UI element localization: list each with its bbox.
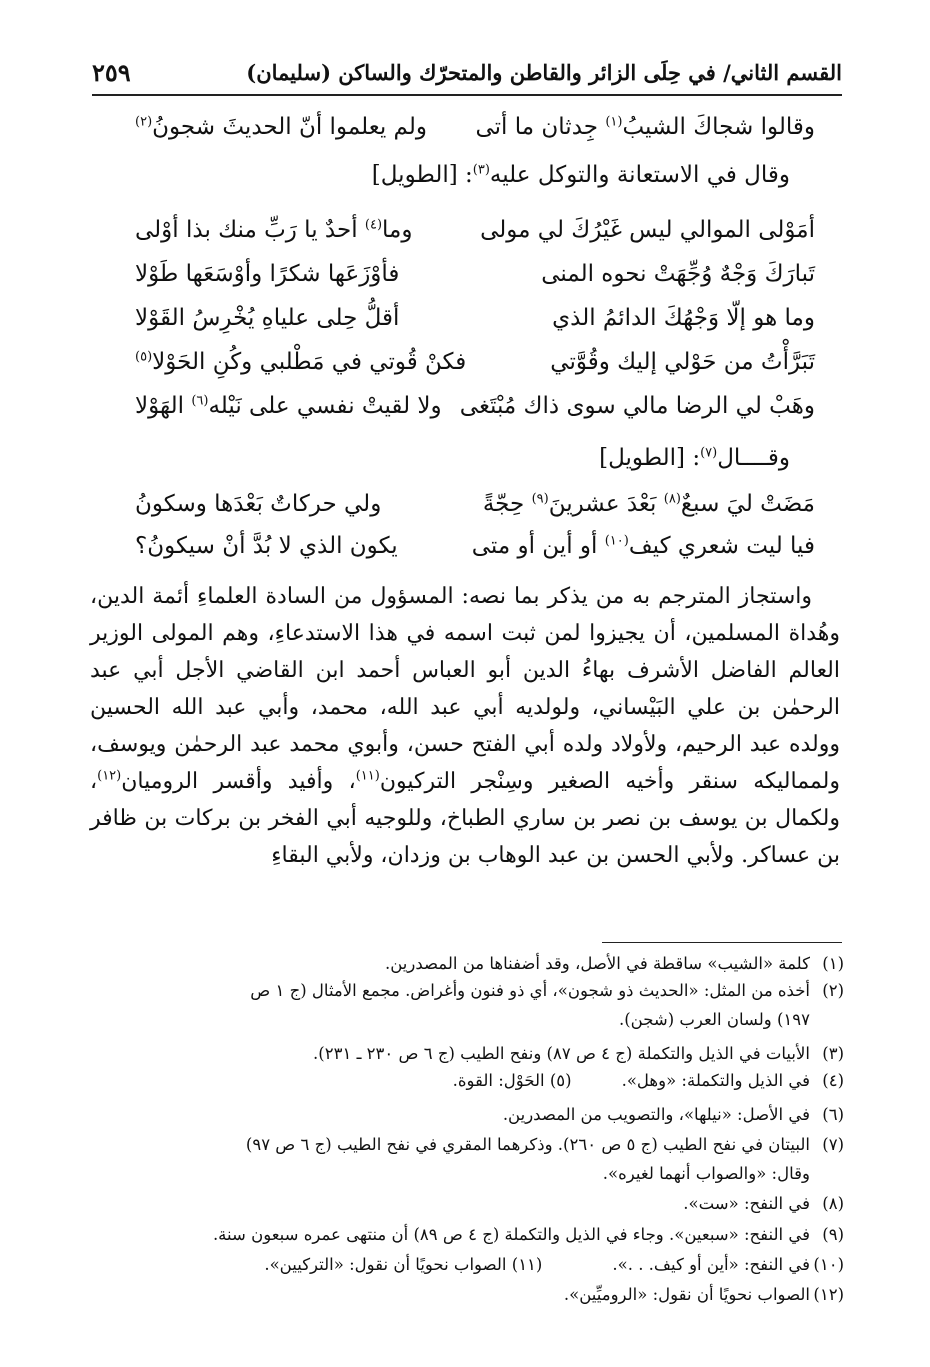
- footnote-ref: (٦): [191, 393, 209, 409]
- footnote: (١)كلمة «الشيب» ساقطة في الأصل، وقد أضفناها من المصدرين.: [384, 954, 844, 973]
- verse-first-hemistich: فيا ليت شعري كيف$^{(١٠)}$ أو أين أو متى: [471, 533, 815, 559]
- footnote-ref: (١٢): [97, 768, 122, 784]
- running-title: القسم الثاني/ في حِلَى الزائر والقاطن والمتحرّك والساكن (سليمان): [246, 59, 842, 85]
- footnote-divider: [602, 942, 842, 943]
- footnote: (٩)في النفح: «سبعين». وجاء في الذيل والتكملة (ج ٤ ص ٨٩) أن منتهى عمره سبعون سنة.: [212, 1225, 844, 1244]
- verse-first-hemistich: تَبَرَّأْتُ من حَوْلي إليك وقُوَّتي: [550, 349, 815, 375]
- footnote-ref: (٩): [531, 491, 549, 507]
- verse-intro: وقال في الاستعانة والتوكل عليه$^{(٣)}$: [الطويل]: [371, 162, 790, 188]
- footnote: (١٢)الصواب نحويًا أن نقول: «الروميِّين».: [563, 1285, 844, 1304]
- verse-intro: وقــــال$^{(٧)}$: [الطويل]: [599, 445, 790, 471]
- verse-first-hemistich: وما هو إلّا وَجْهُكَ الدائمُ الذي: [552, 305, 815, 331]
- footnote: (٨)في النفح: «ست».: [683, 1194, 844, 1213]
- footnote-continuation: وقال: «والصواب أنهما لغيره».: [602, 1164, 810, 1183]
- verse-first-hemistich: وقالوا شجاكَ الشيبُ$^{(١)}$ جِدثان ما أتى: [475, 114, 815, 140]
- footnote-ref: (١١): [355, 768, 380, 784]
- footnote: (٦)في الأصل: «نيلها»، والتصويب من المصدرين.: [502, 1105, 844, 1124]
- footnote: (٣)الأبيات في الذيل والتكملة (ج ٤ ص ٨٧) ونفح الطيب (ج ٦ ص ٢٣٠ ـ ٢٣١).: [313, 1044, 844, 1063]
- verse-first-hemistich: أمَوْلى الموالي ليس غَيْرُكَ لي مولى: [480, 217, 815, 243]
- verse-second-hemistich: ولا لقيتْ نفسي على نَيْله$^{(٦)}$ الهَوْلا: [135, 393, 442, 419]
- footnote-ref: (١): [605, 114, 623, 130]
- footnote-ref: (٨): [663, 491, 681, 507]
- verse-second-hemistich: وما$^{(٤)}$ أحدٌ يا رَبِّ منك بذا أوْلى: [135, 217, 413, 243]
- footnote-ref: (١٠): [604, 533, 629, 549]
- footnote: (٢)أخذه من المثل: «الحديث ذو شجون»، أي ذو فنون وأغراض. مجمع الأمثال (ج ١ ص: [250, 981, 844, 1000]
- footnote-ref: (٥): [135, 349, 153, 365]
- verse-second-hemistich: يكون الذي لا بُدَّ أنْ سيكونُ؟: [135, 533, 398, 559]
- verse-second-hemistich: ولم يعلموا أنّ الحديثَ شجونُ$^{(٢)}$: [135, 114, 427, 140]
- footnote: (١٠)في النفح: «أين أو كيف. . .».(١١) الصواب نحويًا أن نقول: «التركيين».: [264, 1255, 844, 1274]
- footnote-ref: (٣): [472, 162, 490, 178]
- body-paragraph: واستجاز المترجم به من يذكر بما نصه: المسؤول من السادة العلماءِ أئمة الدين، وهُداة المسلمين، أن يجيزوا لمن ثبت اسمه في هذا الاستدعاءِ، وهم المولى الوزير العالم الفاضل الأشرف بهاءُ الدين أبو العباس أحمد ابن القاضي الأجل أبي عبد الرحمٰن بن علي البَيْساني، ولولديه أبي عبد الله، محمد، وأبي عبد الله الحسين وولده عبد الرحيم، ولأولاد ولده أبي الفتح حسن، وأبوي محمد عبد الرحمٰن ويوسف، ولمماليكه سنقر وأخيه الصغير وسِنْجر التركيون$^{(١١)}$، وأفيد وأقسر الروميان$^{(١٢)}$، ولكمال بن يوسف بن نصر بن ساري الطباخ، وللوجيه أبي الفخر بن بركات بن ظافر بن عساكر. ولأبي الحسن بن عبد الوهاب بن وزدان، ولأبي البقاءِ: [90, 584, 840, 868]
- verse-first-hemistich: تَبارَكَ وَجْهٌ وُجِّهَتْ نحوه المنى: [541, 261, 815, 287]
- footnote-ref: (٧): [700, 445, 718, 461]
- page-number: ٢٥٩: [92, 57, 131, 87]
- footnote-ref: (٤): [364, 217, 383, 233]
- footnote: (٧)البيتان في نفح الطيب (ج ٥ ص ٢٦٠). وذكرهما المقري في نفح الطيب (ج ٦ ص ٩٧): [245, 1135, 844, 1154]
- footnote-continuation: ١٩٧) ولسان العرب (شجن).: [619, 1010, 810, 1029]
- footnote: (٤)في الذيل والتكملة: «وهل».(٥) الحَوْل: القوة.: [452, 1071, 844, 1090]
- verse-second-hemistich: أقلُّ حِلى علياهِ يُخْرِسُ القَوْلا: [135, 305, 400, 331]
- verse-first-hemistich: مَضَتْ ليَ سبعٌ$^{(٨)}$ بَعْدَ عشرينَ$^{(٩)}$ حِجّةً: [482, 491, 815, 517]
- running-header: [92, 50, 842, 96]
- verse-first-hemistich: وهَبْ لي الرضا مالي سوى ذاك مُبْتَغى: [459, 393, 815, 419]
- verse-second-hemistich: فأوْزَعَها شكرًا وأوْسَعَها طَوْلا: [135, 261, 400, 287]
- verse-second-hemistich: ولي حركاتٌ بَعْدَها وسكونُ: [135, 491, 382, 517]
- verse-second-hemistich: فكنْ قُوتي في مَطْلبي وكُنِ الحَوْلا$^{(٥)}$: [135, 349, 467, 375]
- footnote-ref: (٢): [135, 114, 153, 130]
